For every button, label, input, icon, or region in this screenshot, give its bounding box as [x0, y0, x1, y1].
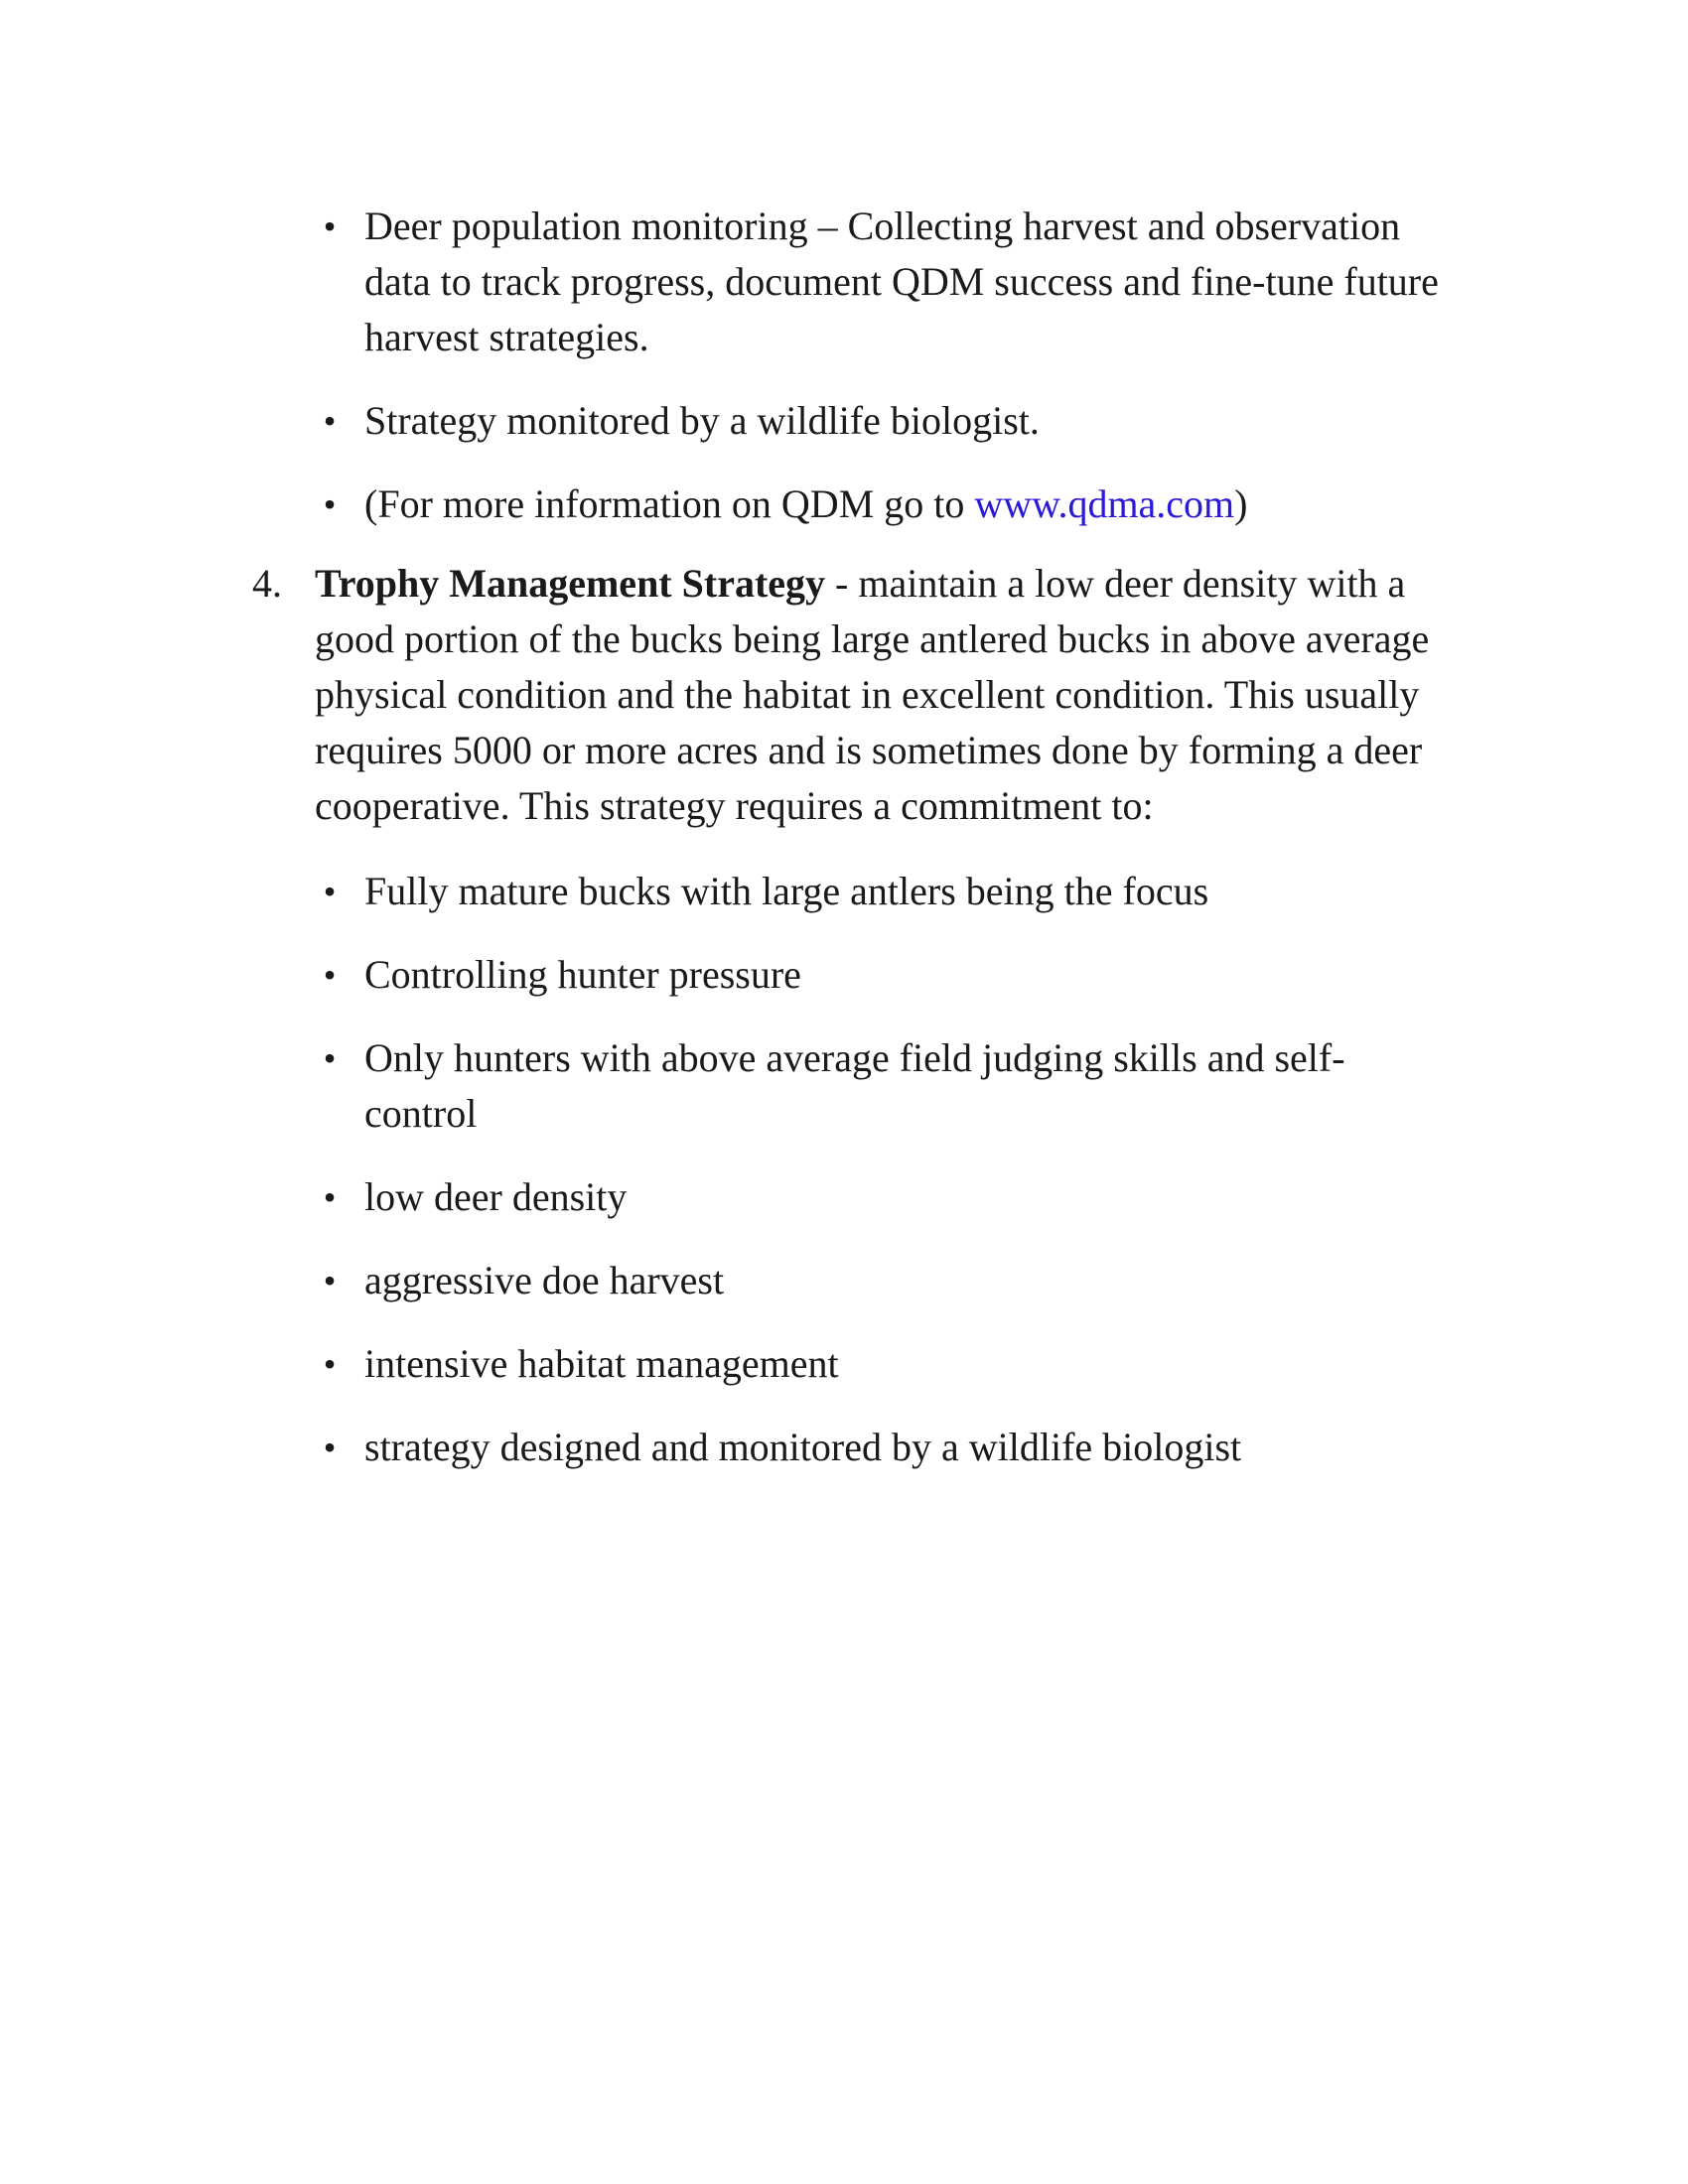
item-number: 4. [252, 561, 282, 606]
bullet-icon: • [323, 1177, 337, 1217]
trophy-bullet-list [0, 864, 1472, 1475]
bullet-text: strategy designed and monitored by a wildlife biologist [364, 1425, 1242, 1469]
list-item [0, 1336, 1472, 1392]
list-item [0, 1030, 1367, 1142]
item-body: - maintain a low deer density with a good portion of the bucks being large antlered bucks in above average physical condition and the habitat in excellent condition. This usually requires 5000 or more acres and is sometimes done by forming a deer cooperative. This strategy requires a commitment to: [315, 561, 1430, 828]
bullet-icon: • [323, 955, 337, 995]
bullet-icon: • [323, 206, 337, 246]
bullet-text: Deer population monitoring – Collecting harvest and observation data to track progress, document QDM success and fine-tune future harvest strategies. [364, 204, 1439, 359]
list-item [0, 199, 1472, 365]
qdm-bullet-list [0, 199, 1472, 532]
bullet-text: intensive habitat management [364, 1341, 839, 1386]
bullet-icon: • [323, 484, 337, 524]
item-title: Trophy Management Strategy [315, 561, 826, 606]
bullet-text: Fully mature bucks with large antlers being the focus [364, 869, 1209, 913]
bullet-icon: • [323, 872, 337, 911]
info-prefix: (For more information on QDM go to [364, 481, 975, 526]
list-item [0, 947, 1472, 1003]
list-item [0, 393, 1472, 449]
bullet-text: Only hunters with above average field judging skills and self-control [364, 1035, 1345, 1136]
list-item [0, 1253, 1472, 1308]
list-item [0, 1420, 1472, 1475]
list-item [0, 1169, 1472, 1225]
info-suffix: ) [1234, 481, 1248, 526]
numbered-item-4 [0, 556, 1472, 834]
bullet-icon: • [323, 401, 337, 441]
bullet-icon: • [323, 1344, 337, 1384]
bullet-text: Controlling hunter pressure [364, 952, 801, 997]
list-item [0, 477, 1472, 532]
bullet-text: Strategy monitored by a wildlife biologist. [364, 398, 1040, 443]
bullet-text: aggressive doe harvest [364, 1258, 725, 1302]
bullet-text: low deer density [364, 1174, 628, 1219]
bullet-icon: • [323, 1261, 337, 1300]
bullet-icon: • [323, 1038, 337, 1078]
qdma-link[interactable]: www.qdma.com [974, 481, 1235, 526]
bullet-icon: • [323, 1428, 337, 1467]
list-item [0, 864, 1472, 919]
